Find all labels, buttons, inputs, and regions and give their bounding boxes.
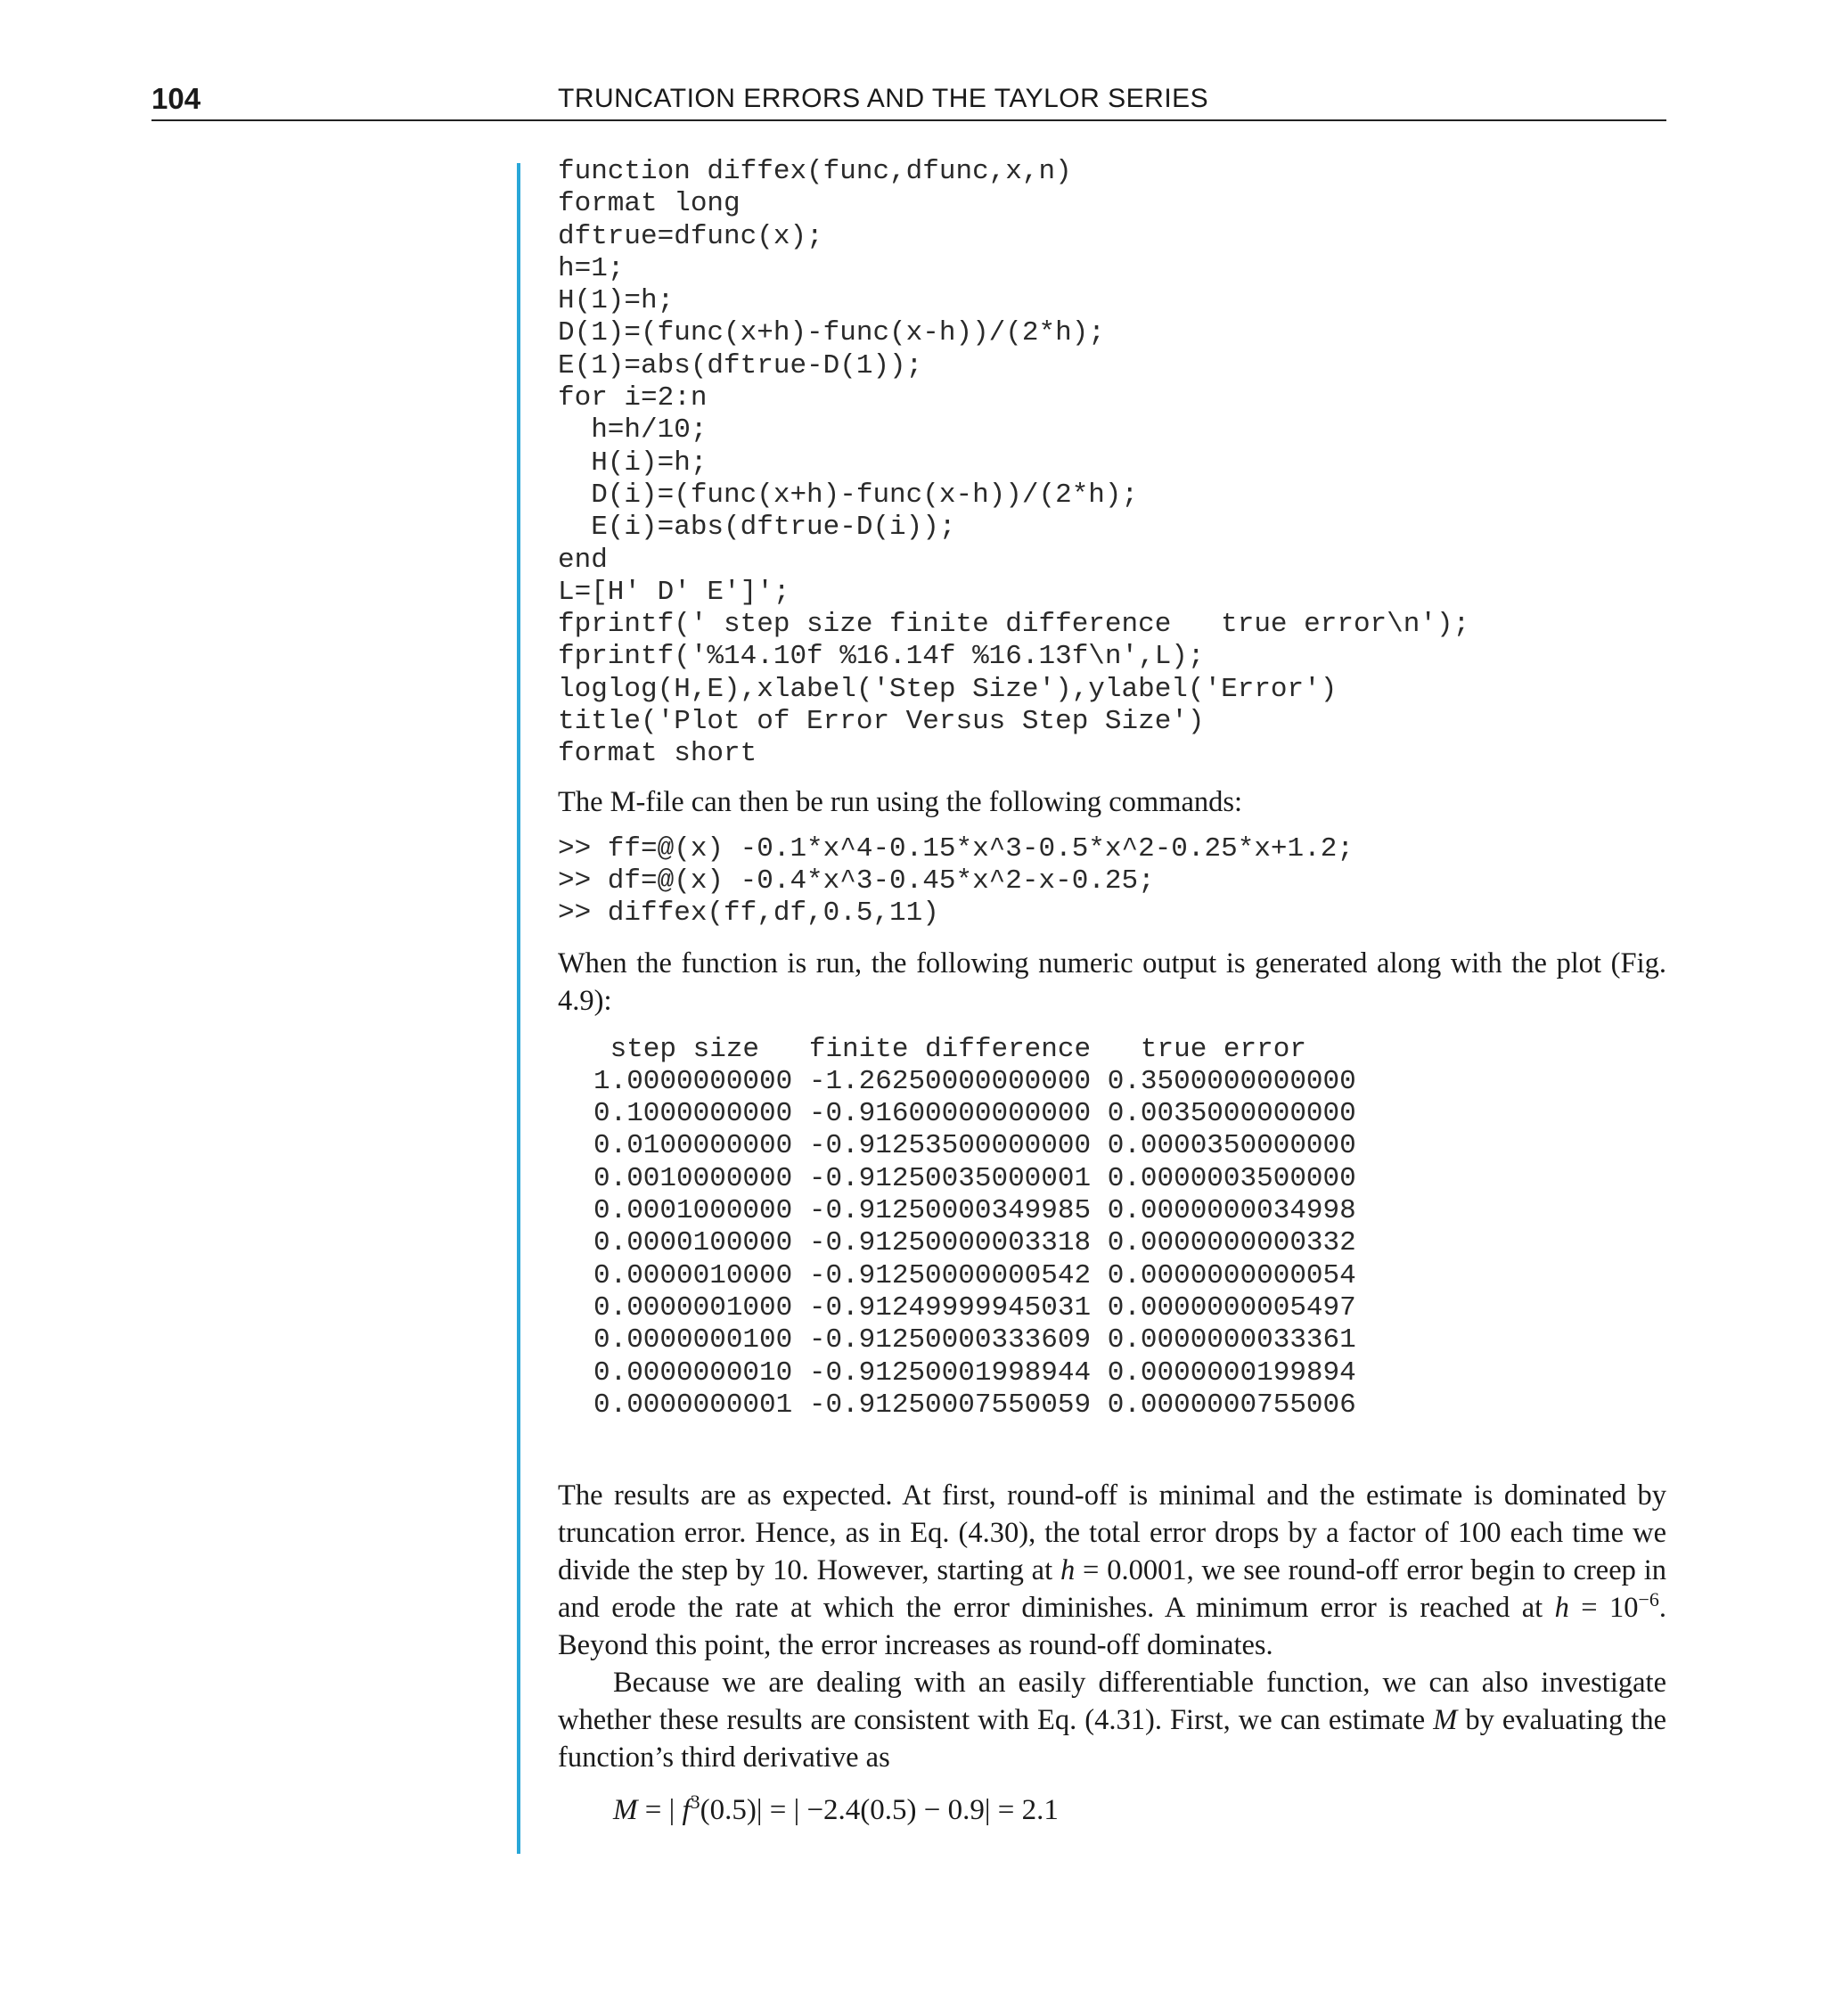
command-window-listing: >> ff=@(x) -0.1*x^4-0.15*x^3-0.5*x^2-0.25*x+1.2; >> df=@(x) -0.4*x^3-0.45*x^2-x-0.25; >> diffex(ff,df,0.5,11) [558, 832, 1354, 930]
page-body [558, 156, 1666, 1827]
paragraph-output-intro: When the function is run, the following numeric output is generated along with the plot (Fig. 4.9): [558, 947, 1666, 1017]
page-header [151, 82, 1666, 121]
paragraph-results: The results are as expected. At first, round-off is minimal and the estimate is dominated by truncation error. Hence, as in Eq. (4.30), the total error drops by a factor of 100 each time we divide the step by 10. However, starting at h = 0.0001, we see round-off error begin to creep in and erode the rate at which the error diminishes. A minimum error is reached at $h = 10^{-6}$. Beyond this point, the error increases as round-off dominates. Because we are dealing with an easily differentiable function, we can also investigate whether these results are consistent with Eq. (4.31). First, we can estimate M by evaluating the function’s third derivative as [558, 1477, 1666, 1776]
running-title: TRUNCATION ERRORS AND THE TAYLOR SERIES [558, 84, 1209, 113]
paragraph-consistency: Because we are dealing with an easily differentiable function, we can also investigate whether these results are consistent with Eq. (4.31). First, we can estimate M by evaluating the function’s third derivative as [558, 1667, 1666, 1774]
third-derivative-equation: M = | $f^3(0.5)|$ = | −2.4(0.5) − 0.9| = 2.1 [613, 1791, 1059, 1827]
mfile-code-listing: function diffex(func,dfunc,x,n) format long dftrue=dfunc(x); h=1; H(1)=h; D(1)=(func(x+h)-func(x-h))/(2*h); E(1)=abs(dftrue-D(1)); for i=2:n h=h/10; H(i)=h; D(i)=(func(x+h)-func(x-h))/(2*h); E(i)=abs(dftrue-D(i)); end L=[H' D' E']'; fprintf(' step size finite difference true error\n'); fprintf('%14.10f %16.14f %16.13f\n',L); loglog(H,E),xlabel('Step Size'),ylabel('Error') title('Plot of Error Versus Step Size') format short [558, 156, 1470, 770]
numeric-output-table: step size finite difference true error 1.0000000000 -1.26250000000000 0.3500000000000 0.1000000000 -0.91600000000000 0.0035000000000 0.0100000000 -0.91253500000000 0.0000350000000 0.0010000000 -0.91250035000001 0.0000003500000 0.0001000000 -0.91250000349985 0.0000000034998 0.0000100000 -0.91250000003318 0.0000000000332 0.0000010000 -0.91250000000542 0.0000000000054 0.0000001000 -0.91249999945031 0.0000000005497 0.0000000100 -0.91250000333609 0.0000000033361 0.0000000010 -0.91250001998944 0.0000000199894 0.0000000001 -0.91250007550059 0.0000000755006 [593, 1033, 1356, 1421]
page-number: 104 [151, 82, 201, 115]
code-sidebar-rule [517, 163, 520, 1854]
paragraph-run-commands: The M-file can then be run using the following commands: [558, 785, 1243, 818]
